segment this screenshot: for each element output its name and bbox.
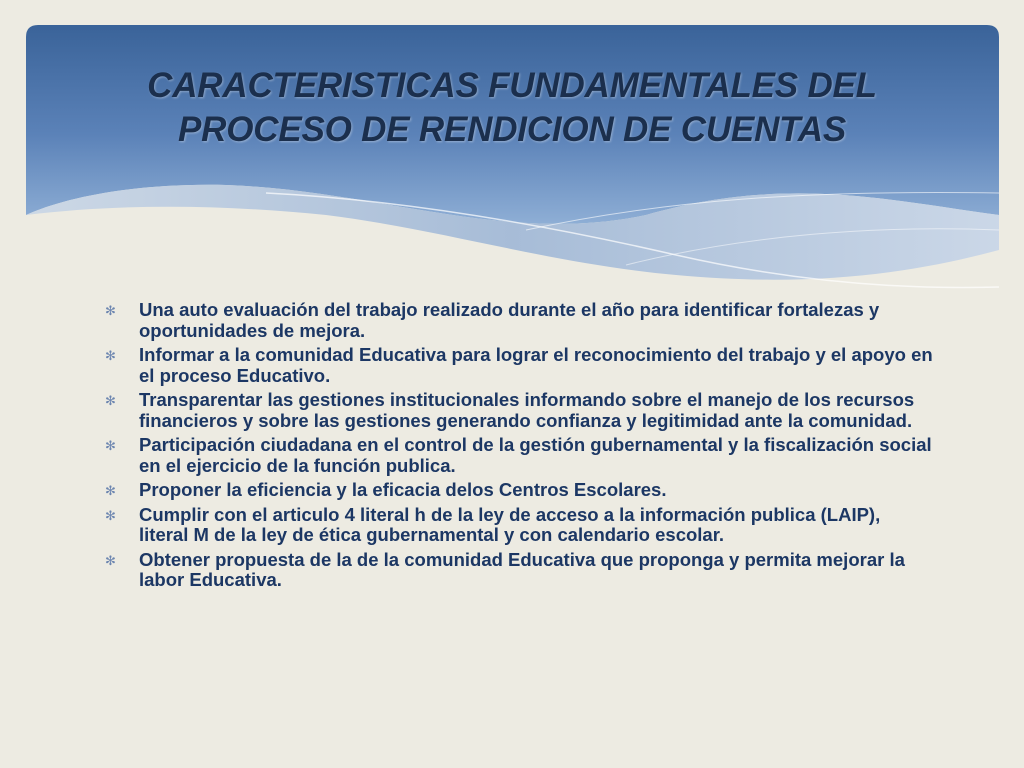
bullet-item [103, 390, 933, 431]
asterisk-bullet-icon: ✻ [105, 393, 116, 408]
bullet-text: Transparentar las gestiones institucionales informando sobre el manejo de los recursos financieros y sobre las gestiones generando confianza y legitimidad ante la comunidad. [139, 389, 915, 431]
asterisk-bullet-icon: ✻ [105, 507, 116, 523]
bullet-text: Cumplir con el articulo 4 literal h de la ley de acceso a la información publica (LAIP), literal M de la ley de ética gubernamental y con calendario escolar. [139, 503, 881, 545]
bullet-item [103, 550, 933, 591]
bullet-text: Proponer la eficiencia y la eficacia delos Centros Escolares. [139, 479, 667, 500]
bullet-item [103, 435, 933, 476]
asterisk-bullet-icon: ✻ [105, 483, 116, 498]
bullet-item [103, 505, 933, 546]
slide-title [60, 64, 964, 152]
slide-title-line-2: PROCESO DE RENDICION DE CUENTAS [178, 110, 846, 149]
asterisk-bullet-icon: ✻ [105, 303, 116, 318]
bullet-text: Informar a la comunidad Educativa para lograr el reconocimiento del trabajo y el apoyo en el proceso Educativo. [139, 344, 933, 386]
slide-title-line-1: CARACTERISTICAS FUNDAMENTALES DEL [147, 66, 877, 105]
bullet-item [103, 345, 933, 386]
bullet-text: Participación ciudadana en el control de la gestión gubernamental y la fiscalización social en el ejercicio de la función publica. [139, 434, 932, 476]
asterisk-bullet-icon: ✻ [105, 438, 116, 453]
asterisk-bullet-icon: ✻ [105, 348, 116, 363]
bullet-item [103, 480, 933, 501]
bullet-list [103, 300, 933, 595]
asterisk-bullet-icon: ✻ [105, 552, 116, 568]
bullet-text: Obtener propuesta de la de la comunidad Educativa que proponga y permita mejorar la labor Educativa. [139, 548, 905, 590]
bullet-item [103, 300, 933, 341]
bullet-text: Una auto evaluación del trabajo realizado durante el año para identificar fortalezas y oportunidades de mejora. [139, 299, 880, 341]
